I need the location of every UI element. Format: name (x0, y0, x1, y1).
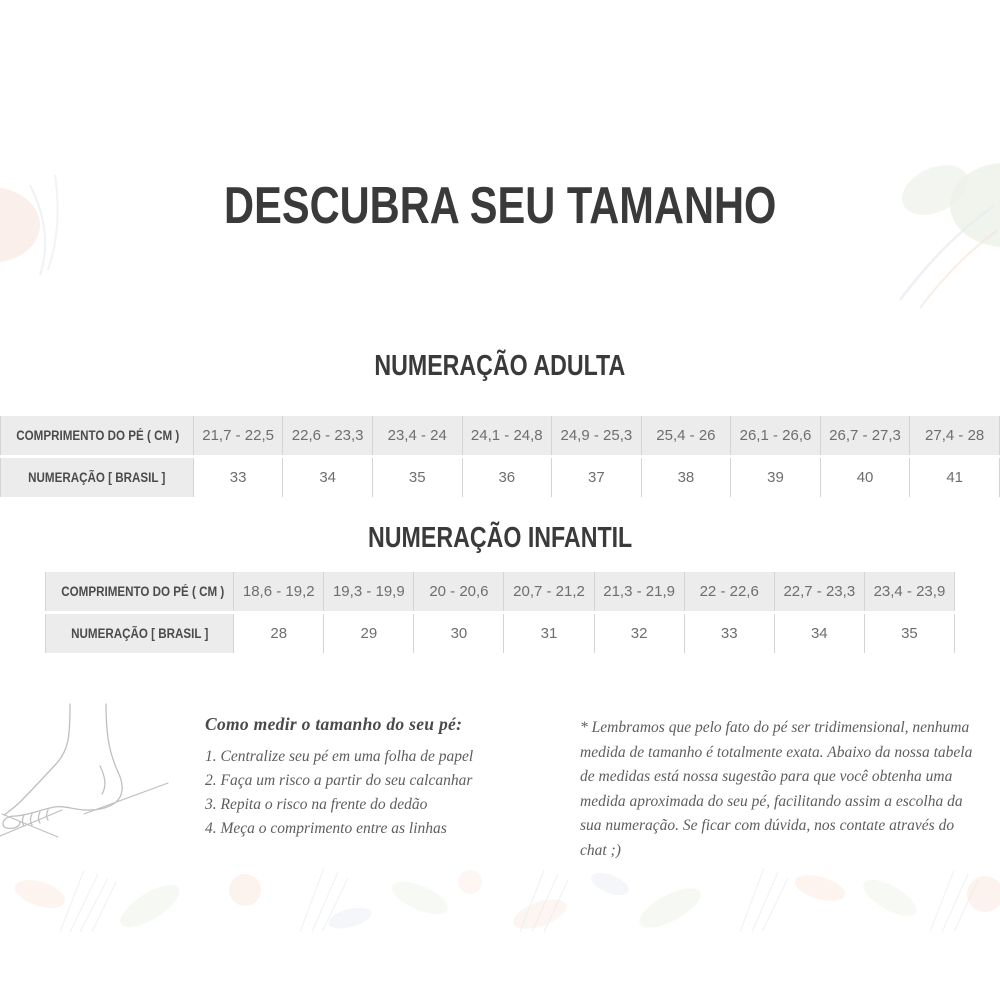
size-value-cell: 35 (864, 613, 954, 655)
page-title (0, 176, 1000, 236)
how-to-measure-section (205, 714, 577, 841)
size-value-cell: 33 (193, 457, 283, 499)
foot-length-range-cell: 26,7 - 27,3 (820, 415, 910, 457)
foot-length-range-cell: 25,4 - 26 (641, 415, 731, 457)
kids-size-label: NUMERAÇÃO [ BRASIL ] (71, 626, 209, 641)
size-value-cell: 37 (552, 457, 642, 499)
foot-length-range-cell: 26,1 - 26,6 (731, 415, 821, 457)
adult-size-label-cell (1, 457, 194, 499)
foot-length-range-cell: 23,4 - 24 (372, 415, 462, 457)
foot-length-range-cell: 21,7 - 22,5 (193, 415, 283, 457)
kids-section-heading (0, 522, 1000, 555)
foot-length-range-cell: 22,7 - 23,3 (774, 571, 864, 613)
size-value-cell: 29 (324, 613, 414, 655)
how-to-step: 2. Faça um risco a partir do seu calcanhar (205, 772, 473, 789)
size-value-cell: 38 (641, 457, 731, 499)
adult-size-row (1, 457, 1000, 499)
foot-length-range-cell: 23,4 - 23,9 (864, 571, 954, 613)
size-value-cell: 30 (414, 613, 504, 655)
size-value-cell: 31 (504, 613, 594, 655)
adult-length-label-cell (1, 415, 194, 457)
kids-length-label: COMPRIMENTO DO PÉ ( CM ) (61, 584, 225, 599)
tropical-leaf-pattern (0, 868, 1000, 932)
foot-length-range-cell: 24,9 - 25,3 (552, 415, 642, 457)
foot-length-range-cell: 18,6 - 19,2 (234, 571, 324, 613)
size-value-cell: 40 (820, 457, 910, 499)
adult-foot-length-row (1, 415, 1000, 457)
size-value-cell: 34 (283, 457, 373, 499)
foot-length-range-cell: 22,6 - 23,3 (283, 415, 373, 457)
size-value-cell: 32 (594, 613, 684, 655)
size-value-cell: 39 (731, 457, 821, 499)
how-to-heading: Como medir o tamanho do seu pé: (205, 714, 463, 734)
foot-length-range-cell: 20,7 - 21,2 (504, 571, 594, 613)
how-to-step: 1. Centralize seu pé em uma folha de papel (205, 748, 474, 765)
adult-section-heading (0, 350, 1000, 383)
foot-length-range-cell: 21,3 - 21,9 (594, 571, 684, 613)
foot-measure-illustration-icon (0, 698, 200, 850)
disclaimer-note: * Lembramos que pelo fato do pé ser tridimensional, nenhuma medida de tamanho é totalmente exata. Abaixo da nossa tabela de medidas está nossa sugestão para que você obtenha uma medida aproximada do seu pé, facilitando assim a escolha da sua numeração. Se ficar com dúvida, nos contate através do chat ;) (580, 719, 973, 859)
size-value-cell: 34 (774, 613, 864, 655)
kids-length-label-cell (46, 571, 234, 613)
foot-length-range-cell: 19,3 - 19,9 (324, 571, 414, 613)
size-value-cell: 41 (910, 457, 1000, 499)
size-value-cell: 33 (684, 613, 774, 655)
foot-length-range-cell: 24,1 - 24,8 (462, 415, 552, 457)
kids-section-heading-text: NUMERAÇÃO INFANTIL (367, 522, 633, 554)
kids-foot-length-row (46, 571, 955, 613)
size-value-cell: 36 (462, 457, 552, 499)
foot-length-range-cell: 22 - 22,6 (684, 571, 774, 613)
kids-size-table (45, 569, 955, 656)
page-title-text: DESCUBRA SEU TAMANHO (223, 177, 777, 235)
adult-size-label: NUMERAÇÃO [ BRASIL ] (28, 470, 166, 485)
how-to-step: 3. Repita o risco na frente do dedão (205, 796, 428, 813)
size-value-cell: 35 (372, 457, 462, 499)
adult-size-table (0, 413, 1000, 500)
kids-size-row (46, 613, 955, 655)
adult-section-heading-text: NUMERAÇÃO ADULTA (374, 350, 626, 382)
how-to-step: 4. Meça o comprimento entre as linhas (205, 820, 447, 837)
size-value-cell: 28 (234, 613, 324, 655)
kids-size-label-cell (46, 613, 234, 655)
foot-length-range-cell: 27,4 - 28 (910, 415, 1000, 457)
adult-length-label: COMPRIMENTO DO PÉ ( CM ) (16, 428, 180, 443)
foot-length-range-cell: 20 - 20,6 (414, 571, 504, 613)
